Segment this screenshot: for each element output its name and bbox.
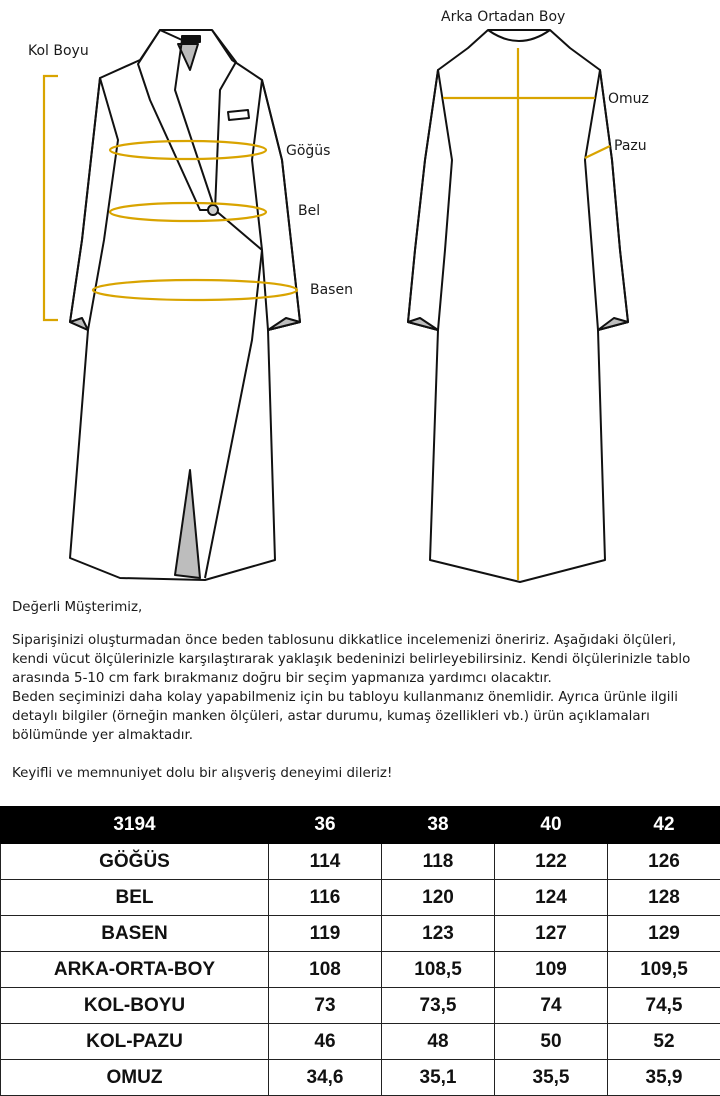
- header-size: 36: [269, 807, 382, 844]
- label-gogus: Göğüs: [286, 143, 330, 159]
- table-cell: 124: [495, 880, 608, 916]
- table-cell: 35,5: [495, 1060, 608, 1096]
- table-row: [1, 1024, 720, 1060]
- table-cell: 73: [269, 988, 382, 1024]
- header-size: 38: [382, 807, 495, 844]
- size-guide-intro: [12, 598, 712, 783]
- table-cell: 118: [382, 844, 495, 880]
- label-basen: Basen: [310, 282, 353, 298]
- table-row: [1, 988, 720, 1024]
- table-cell: 120: [382, 880, 495, 916]
- intro-paragraph-2: Beden seçiminizi daha kolay yapabilmeniz için bu tabloyu kullanmanız önemlidir. Ayrıca ürünle ilgili detaylı bilgiler (örneğin manken ölçüleri, astar durumu, kumaş özellikleri vb.) ürün açıklamaları bölümünde yer almaktadır.: [12, 688, 712, 745]
- row-label: BASEN: [1, 916, 269, 952]
- table-cell: 126: [608, 844, 720, 880]
- table-cell: 52: [608, 1024, 720, 1060]
- table-cell: 50: [495, 1024, 608, 1060]
- table-cell: 127: [495, 916, 608, 952]
- table-cell: 119: [269, 916, 382, 952]
- table-cell: 109: [495, 952, 608, 988]
- label-kol-boyu: Kol Boyu: [28, 43, 89, 59]
- table-cell: 122: [495, 844, 608, 880]
- label-bel: Bel: [298, 203, 320, 219]
- label-omuz: Omuz: [608, 91, 649, 107]
- header-size: 40: [495, 807, 608, 844]
- table-cell: 123: [382, 916, 495, 952]
- header-size: 42: [608, 807, 720, 844]
- size-table: [0, 806, 720, 1096]
- row-label: GÖĞÜS: [1, 844, 269, 880]
- table-cell: 109,5: [608, 952, 720, 988]
- table-row: [1, 844, 720, 880]
- table-cell: 108,5: [382, 952, 495, 988]
- table-cell: 128: [608, 880, 720, 916]
- header-product-code: 3194: [1, 807, 269, 844]
- sleeve-length-line: [44, 76, 58, 320]
- label-pazu: Pazu: [614, 138, 647, 154]
- closing-note: Keyifli ve memnuniyet dolu bir alışveriş deneyimi dileriz!: [12, 764, 712, 783]
- row-label: ARKA-ORTA-BOY: [1, 952, 269, 988]
- table-cell: 35,9: [608, 1060, 720, 1096]
- row-label: KOL-BOYU: [1, 988, 269, 1024]
- table-row: [1, 1060, 720, 1096]
- table-cell: 114: [269, 844, 382, 880]
- table-cell: 129: [608, 916, 720, 952]
- table-cell: 48: [382, 1024, 495, 1060]
- table-row: [1, 880, 720, 916]
- table-cell: 116: [269, 880, 382, 916]
- table-cell: 34,6: [269, 1060, 382, 1096]
- row-label: BEL: [1, 880, 269, 916]
- label-arka-orta-boy: Arka Ortadan Boy: [441, 9, 565, 25]
- intro-paragraph-1: Siparişinizi oluşturmadan önce beden tablosunu dikkatlice incelemenizi öneririz. Aşağıdaki ölçüleri, kendi vücut ölçülerinizle karşılaştırarak yaklaşık bedeninizi belirleyebilirsiniz. Kendi ölçülerinizle tablo arasında 5-10 cm fark bırakmanız doğru bir seçim yapmanıza yardımcı olacaktır.: [12, 631, 712, 688]
- table-cell: 35,1: [382, 1060, 495, 1096]
- table-cell: 74: [495, 988, 608, 1024]
- table-cell: 73,5: [382, 988, 495, 1024]
- size-table-header: [1, 807, 720, 844]
- front-button: [208, 205, 218, 215]
- table-cell: 46: [269, 1024, 382, 1060]
- table-row: [1, 916, 720, 952]
- table-cell: 108: [269, 952, 382, 988]
- table-row: [1, 952, 720, 988]
- greeting: Değerli Müşterimiz,: [12, 598, 712, 617]
- row-label: OMUZ: [1, 1060, 269, 1096]
- row-label: KOL-PAZU: [1, 1024, 269, 1060]
- table-cell: 74,5: [608, 988, 720, 1024]
